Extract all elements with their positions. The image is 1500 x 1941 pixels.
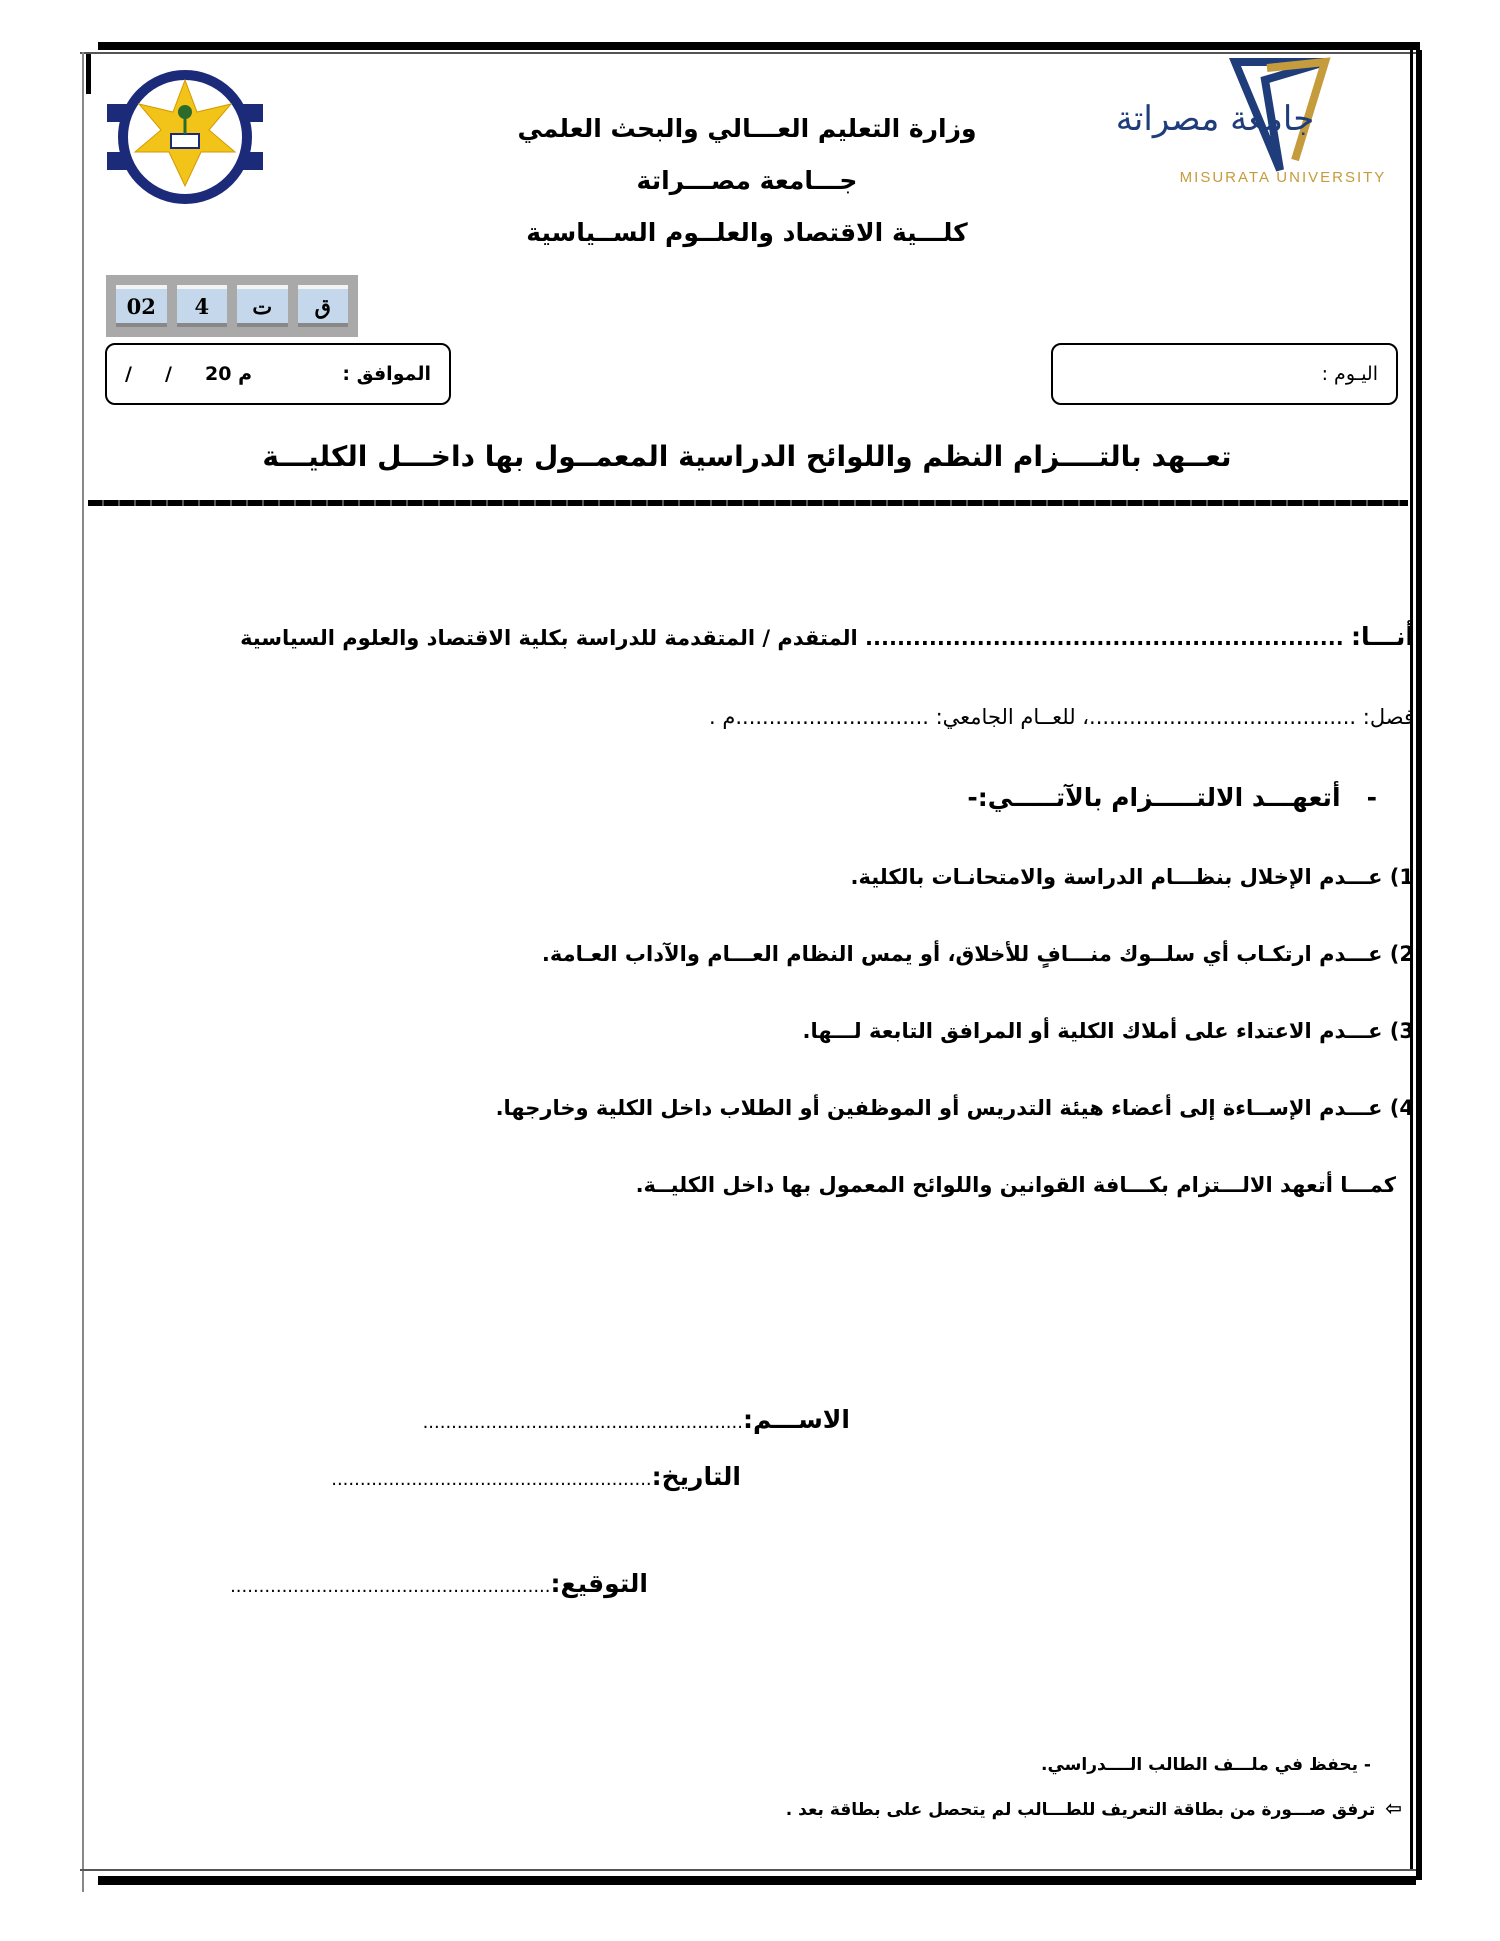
page-border-top bbox=[98, 42, 1420, 50]
page-border-corner bbox=[86, 54, 91, 94]
name-dots: ........................................................ bbox=[422, 1412, 743, 1433]
semester-text: ........................................، للعــام الجامعي: .............................م . bbox=[708, 705, 1357, 729]
form-code-cell: ق bbox=[298, 285, 349, 327]
page-border-bottom-inner bbox=[80, 1869, 1416, 1871]
commitment-item: 4) عـــدم الإســاءة إلى أعضاء هيئة التدريس أو الموظفين أو الطلاب داخل الكلية وخارجها. bbox=[495, 1096, 1414, 1120]
title-divider bbox=[88, 500, 1408, 506]
page-border-right-outer bbox=[1416, 50, 1422, 1880]
page-border-left bbox=[82, 52, 84, 1892]
signature-field[interactable] bbox=[230, 1569, 648, 1598]
document-title: تعــهد بالتــــزام النظم واللوائح الدراسية المعمــول بها داخـــل الكليـــة bbox=[262, 440, 1232, 473]
university-logo-arabic-text: جامعة مصراتة bbox=[1115, 99, 1315, 139]
form-code-cell: 02 bbox=[116, 285, 167, 327]
applicant-label: أنـــا: bbox=[1351, 622, 1414, 651]
page-border-bottom bbox=[98, 1876, 1416, 1885]
faculty-logo bbox=[105, 62, 265, 212]
day-box[interactable] bbox=[1051, 343, 1398, 405]
footnote-attach-id bbox=[786, 1796, 1402, 1820]
form-code-box bbox=[106, 275, 358, 337]
arrow-left-icon: ⇦ bbox=[1385, 1796, 1402, 1820]
university-name: جـــامعة مصـــراتة bbox=[636, 166, 858, 195]
footnote-keep-in-file: - يحفظ في ملـــف الطالب الــــدراسي. bbox=[1041, 1755, 1371, 1775]
date-label: الموافق : bbox=[342, 363, 431, 385]
university-logo bbox=[1115, 60, 1410, 190]
date-dots: ........................................................ bbox=[331, 1469, 652, 1490]
faculty-name: كلـــية الاقتصاد والعلــوم الســياسية bbox=[526, 218, 968, 247]
applicant-line[interactable] bbox=[240, 622, 1414, 651]
commitment-heading: - أتعهـــد الالتـــــزام بالآتـــــي:- bbox=[967, 783, 1377, 812]
date-box[interactable] bbox=[105, 343, 451, 405]
name-label: الاســـم: bbox=[742, 1405, 850, 1434]
applicant-text: ............................................................ المتقدم / المتقدمة للدراسة بكلية الاقتصاد والعلوم السياسية bbox=[240, 626, 1344, 650]
page-border-top-inner bbox=[80, 52, 1420, 54]
form-code-cell: ت bbox=[237, 285, 288, 327]
date-field[interactable] bbox=[331, 1462, 741, 1491]
closing-statement: كمـــا أتعهد الالـــتزام بكـــافة القوانين واللوائح المعمول بها داخل الكليــة. bbox=[635, 1173, 1396, 1197]
form-code-cell: 4 bbox=[177, 285, 228, 327]
date-field-label: التاريخ: bbox=[651, 1462, 741, 1491]
signature-label: التوقيع: bbox=[550, 1569, 648, 1598]
commitment-item: 3) عـــدم الاعتداء على أملاك الكلية أو المرافق التابعة لـــها. bbox=[802, 1019, 1414, 1043]
commitment-item: 2) عـــدم ارتكـاب أي سلــوك منـــافٍ للأخلاق، أو يمس النظام العـــام والآداب العـامة. bbox=[541, 942, 1414, 966]
name-field[interactable] bbox=[423, 1405, 850, 1434]
day-label: اليـوم : bbox=[1321, 363, 1378, 385]
semester-line[interactable] bbox=[709, 705, 1414, 729]
commitment-item: 1) عـــدم الإخلال بنظـــام الدراسة والامتحانـات بالكلية. bbox=[850, 865, 1414, 889]
signature-dots: ........................................................ bbox=[230, 1576, 551, 1597]
university-logo-english-text: MISURATA UNIVERSITY bbox=[1179, 169, 1387, 186]
date-value: / / 20 م bbox=[125, 363, 253, 385]
semester-label: فصل: bbox=[1362, 705, 1414, 729]
ministry-name: وزارة التعليم العـــالي والبحث العلمي bbox=[517, 114, 977, 143]
footnote-attach-id-text: ترفق صـــورة من بطاقة التعريف للطـــالب لم يتحصل على بطاقة بعد . bbox=[785, 1800, 1376, 1820]
